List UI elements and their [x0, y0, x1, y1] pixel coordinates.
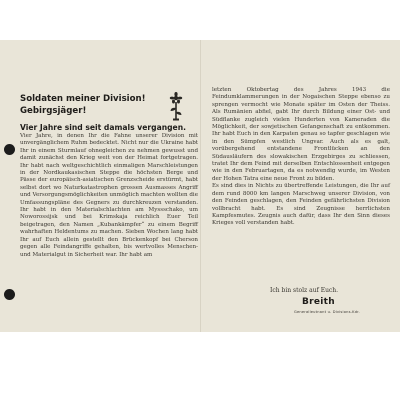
heading-line-2: Gebirgsjäger! [20, 106, 87, 116]
punch-hole [4, 144, 15, 155]
letter-heading [20, 93, 160, 117]
right-body-text [212, 87, 390, 228]
signature-name: Breith [302, 297, 335, 307]
body-paragraph: Vier Jahre, in denen Ihr die Fahne unserer Division mit unvergänglichem Ruhm bedecktet. Nicht nur die Ukraine habt Ihr in einem Sturmlauf ohnegleichen zu nehmen gewusst und damit zunächst den Krieg weit von der Heimat fortgetragen. Ihr habt nach weltgeschichtlich einmaligen Marschleistungen in der Nordkaukasischen Steppe die höchsten Berge und Pässe der europäisch-asiatischen Grenzscheide erstürmt, habt selbst dort wo Naturkatastrophen grossen Ausmasses Angriff und Versorgungsmöglichkeiten unmöglich machten wollten die Umfassungspläne des Gegners zu durchkreuzen verstanden. Ihr habt in den Materialschlachten am Myssschako, um Noworossijsk und bei Krimskaja reichlich Euer Teil beigetragen, den Namen „Kubankämpfer“ zu einem Begriff wahrhaften Heldentums zu machen. Sieben Wochen lang habt Ihr auf Euch allein gestellt den Brückenkopf bei Cherson gegen alle Feindangriffe gehalten, bis wertvolles Menschen- und Materialgut in Sicherheit war. Ihr habt am [20, 133, 198, 258]
body-paragraph: letzten Oktobertag des Jahres 1943 die Feindumklammerungen in der Nogaischen Steppe ebenso zu sprengen vermocht wie Monate später im Osten der Theiss. Als Rumänien abfiel, gabt Ihr durch Bildung einer Ost- und Südflanke zugleich vielen Hunderten von Kameraden die Möglichkeit, der sowjetischen Gefangenschaft zu entkommen. Ihr habt Euch in den Karpaten genau so tapfer geschlagen wie in den Sümpfen westlich Ungvar. Auch als es galt, vorübergehend entstandene Frontlücken an den Südausläufern des slowakischen Erzgebirges zu schliessen, tratet Ihr dem Feind mit derselben Entschlossenheit entgegen wie in den Februartagen, da es notwendig wurde, im Westen der Hohen Tatra eine neue Front zu bilden. [212, 87, 390, 182]
body-paragraph: Es sind dies in Nichts zu übertreffende Leistungen, die Ihr auf dem rund 8000 km langen Marschweg unserer Division, von den Feinden geschlagen, den Feinden gefährlichsten Division vollbracht habt. Es sind Zeugnisse herrlichsten Kampfesmutes. Zeugnis auch dafür, dass Ihr den Sinn dieses Krieges voll verstanden habt. [212, 183, 390, 227]
letter-subheading: Vier Jahre sind seit damals vergangen. [20, 123, 186, 132]
closing-line: Ich bin stolz auf Euch. [270, 287, 339, 294]
document-sheet [0, 40, 400, 332]
edelweiss-emblem-icon [168, 92, 184, 122]
signature-rank: Generalleutnant u. Divisions-Kdr. [294, 310, 360, 314]
center-fold [200, 40, 201, 332]
punch-hole [4, 289, 15, 300]
heading-line-1: Soldaten meiner Division! [20, 94, 146, 104]
left-body-text [20, 133, 198, 259]
